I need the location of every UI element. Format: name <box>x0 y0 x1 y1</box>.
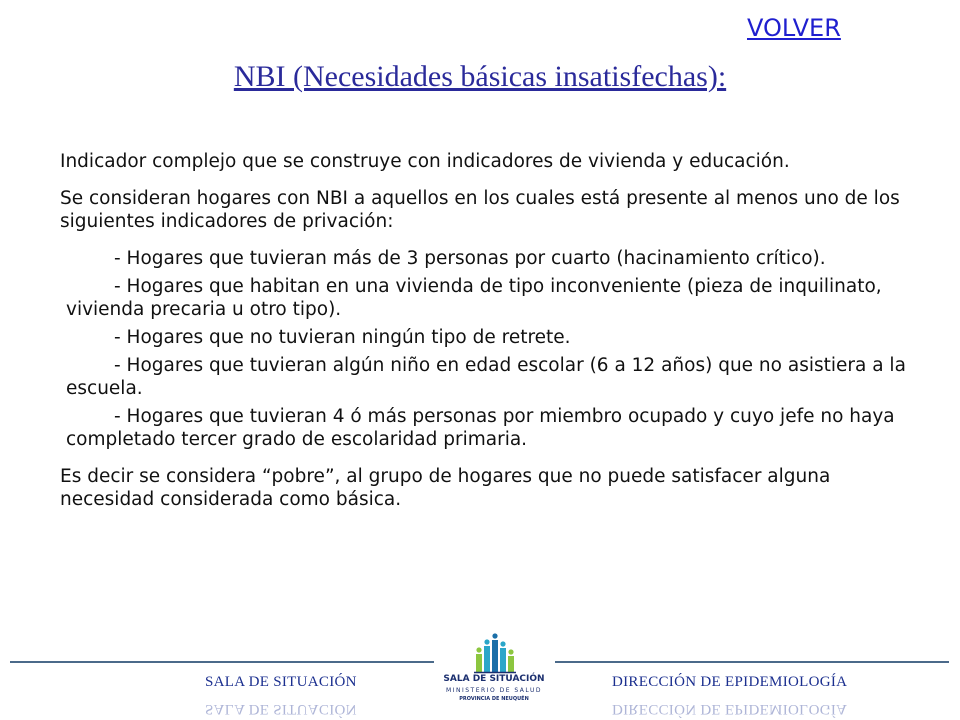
definition-paragraph: Se consideran hogares con NBI a aquellos en los cuales está presente al menos uno de los siguientes indicadores de privación: <box>60 188 900 232</box>
footer-rule-left <box>10 661 434 663</box>
indicator-item: - Hogares que tuvieran 4 ó más personas por miembro ocupado y cuyo jefe no haya completado tercer grado de escolaridad primaria. <box>66 406 895 450</box>
footer-right-reflection: DIRECCIÓN DE EPIDEMIOLOGÍA <box>612 701 848 717</box>
intro-paragraph: Indicador complejo que se construye con indicadores de vivienda y educación. <box>60 151 790 172</box>
content-body <box>60 150 910 525</box>
indicator-item: - Hogares que habitan en una vivienda de tipo inconveniente (pieza de inquilinato, vivienda precaria u otro tipo). <box>66 276 882 320</box>
footer-left-label: SALA DE SITUACIÓN <box>205 674 357 690</box>
indicator-list <box>60 247 910 451</box>
logo-title: SALA DE SITUACIÓN <box>443 674 545 684</box>
bar-chart-people-icon <box>436 632 552 676</box>
conclusion-paragraph: Es decir se considera “pobre”, al grupo de hogares que no puede satisfacer alguna necesidad considerada como básica. <box>60 466 831 510</box>
logo-province: PROVINCIA DE NEUQUÉN <box>459 696 529 702</box>
volver-link[interactable]: VOLVER <box>747 14 841 42</box>
sala-de-situacion-logo <box>436 632 552 710</box>
indicator-item: - Hogares que no tuvieran ningún tipo de retrete. <box>114 327 571 348</box>
footer-rule-right <box>555 661 949 663</box>
logo-subtitle: MINISTERIO DE SALUD <box>446 687 542 694</box>
footer-left-reflection: SALA DE SITUACIÓN <box>205 701 357 717</box>
page-title: NBI (Necesidades básicas insatisfechas): <box>233 60 727 93</box>
footer-right-label: DIRECCIÓN DE EPIDEMIOLOGÍA <box>612 674 848 690</box>
indicator-item: - Hogares que tuvieran algún niño en edad escolar (6 a 12 años) que no asistiera a la escuela. <box>66 355 906 399</box>
indicator-item: - Hogares que tuvieran más de 3 personas por cuarto (hacinamiento crítico). <box>114 248 826 269</box>
